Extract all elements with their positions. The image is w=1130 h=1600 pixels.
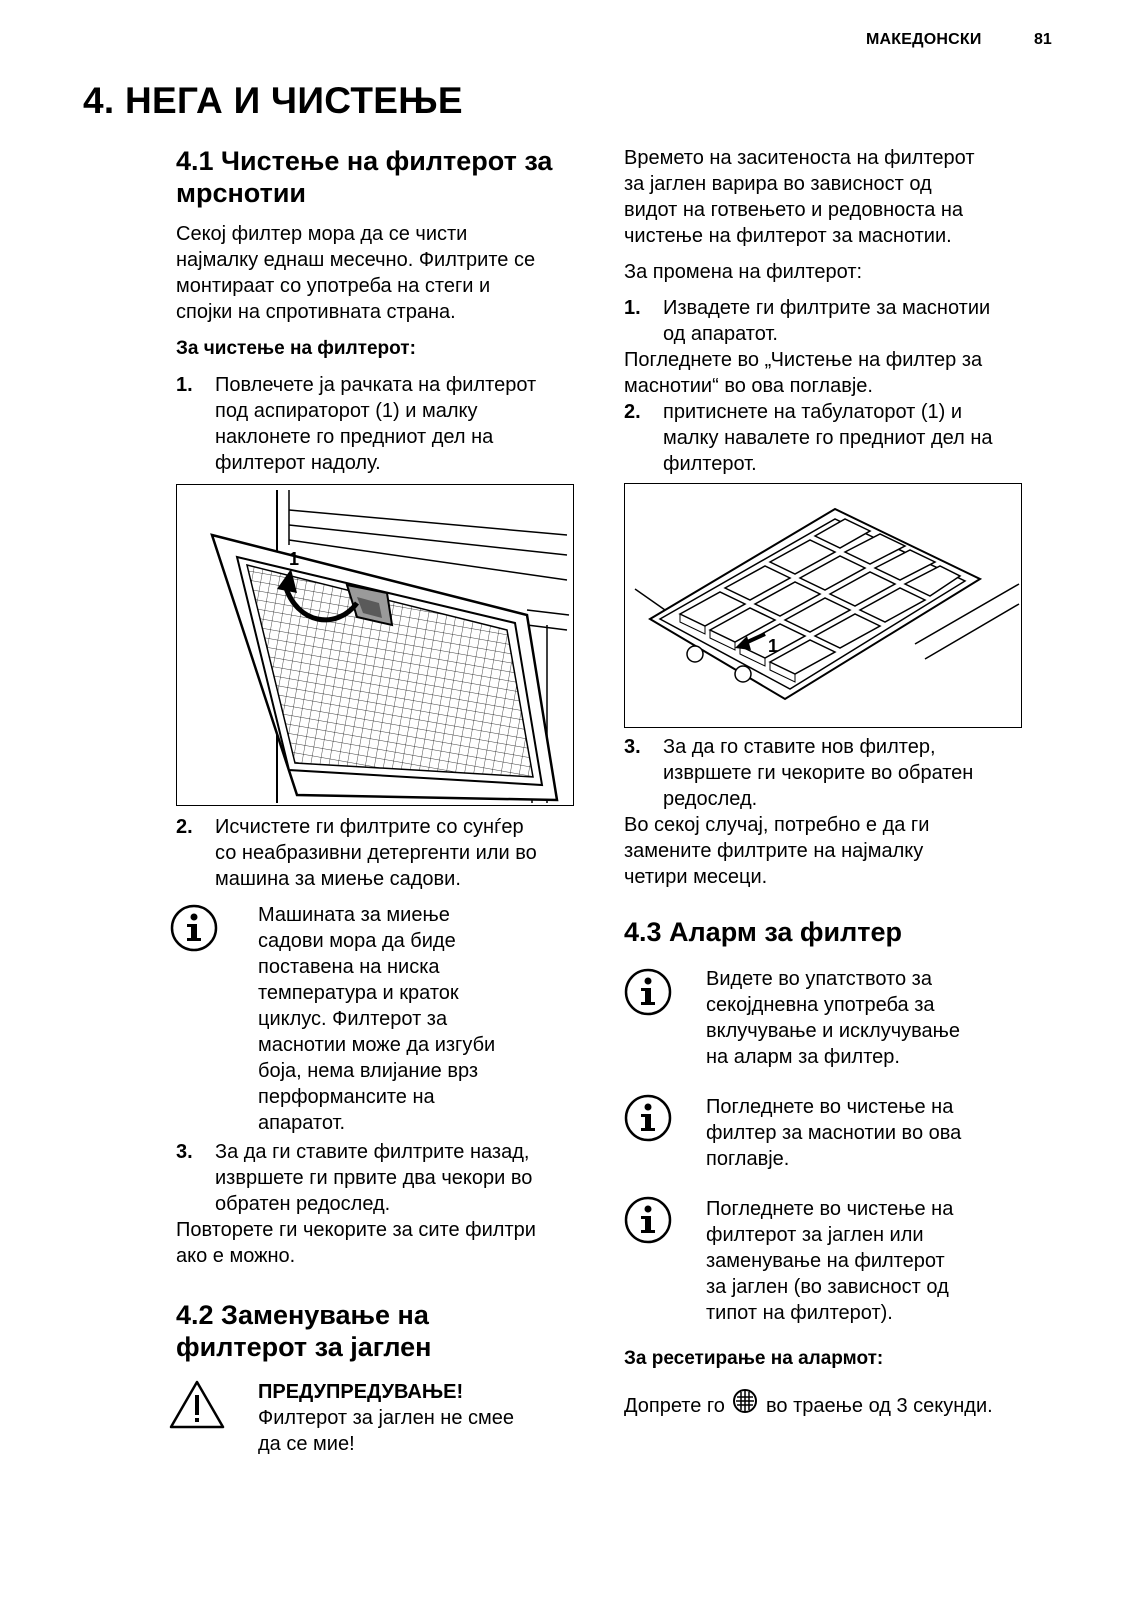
reset-alarm-instruction: Допрете го во траење од 3 секунди. [624,1388,1054,1421]
figure-2-label: 1 [768,636,779,656]
right-step-2: 2. притиснете на табулаторот (1) и малку навалете го предниот дел на филтерот. [624,401,993,475]
info-icon [624,1094,706,1172]
replace-interval-text: Во секој случај, потребно е да ги замените филтрите на најмалку четири месеци. [624,814,930,888]
dishwasher-note: Машината за миење садови мора да биде поставена на ниска температура и краток циклус. Филтерот за маснотии може да изгуби боја, нема влијание врз перформансите на апаратот. [176,902,596,1136]
right-step-3: 3. За да го ставите нов филтер, извршете ги чекорите во обратен редослед. [624,736,974,810]
grease-filter-figure [176,484,574,806]
section-4-1-title-line2: мрснотии [176,178,307,208]
alarm-note-c: Погледнете во чистење на филтерот за јаглен или заменување на филтерот за јаглен (во зависност од типот на филтерот). [624,1196,1054,1326]
charcoal-filter-illustration [625,484,1021,727]
left-step-3: 3. За да ги ставите филтрите назад, извршете ги првите два чекори во обратен редослед. [176,1141,533,1215]
grease-filter-illustration [177,485,573,805]
page-title: 4. НЕГА И ЧИСТЕЊЕ [83,80,463,121]
info-icon [176,902,258,1136]
section-4-1-title: 4.1 Чистење на филтерот за мрснотии [176,145,596,209]
charcoal-intro: Времето на заситеноста на филтерот за јаглен варира во зависност од видот на готвењето и редовноста на чистење на филтерот за маснотии. [624,147,975,247]
right-step-1: 1. Извадете ги филтрите за маснотии од апаратот. [624,297,991,345]
alarm-note-a: Видете во упатството за секојдневна употреба за вклучување и исклучување на аларм за филтер. [624,966,1054,1070]
charcoal-warning: ПРЕДУПРЕДУВАЊЕ! Филтерот за јаглен не смее да се мие! [176,1379,596,1457]
repeat-steps-text: Повторете ги чекорите за сите филтри ако е можно. [176,1219,536,1267]
left-step-1: 1. Повлечете ја рачката на филтерот под аспираторот (1) и малку наклонете го предниот дел на филтерот надолу. [176,374,537,474]
warning-icon [176,1379,258,1457]
left-step-2: 2. Исчистете ги филтрите со сунѓер со неабразивни детергенти или во машина за миење садови. [176,816,537,890]
info-icon [624,966,706,1070]
change-filter-label: За промена на филтерот: [624,261,863,283]
reset-alarm-heading: За ресетирање на алармот: [624,1348,884,1369]
see-reference-text: Погледнете во „Чистење на филтер за маснотии“ во ова поглавје. [624,349,983,397]
header-language: МАКЕДОНСКИ [866,31,982,48]
page-number: 81 [1034,31,1052,48]
filter-alarm-icon [732,1388,758,1421]
right-column [624,145,1054,1421]
warning-title: ПРЕДУПРЕДУВАЊЕ! [258,1381,464,1403]
info-icon [624,1196,706,1326]
section-4-3-title: 4.3 Аларм за филтер [624,917,903,947]
alarm-note-b: Погледнете во чистење на филтер за маснотии во ова поглавје. [624,1094,1054,1172]
figure-1-label: 1 [289,549,300,569]
charcoal-filter-figure [624,483,1022,728]
left-column [176,145,596,1457]
section-4-1-intro: Секој филтер мора да се чисти најмалку еднаш месечно. Филтрите се монтираат со употреба на стеги и спојки на спротивната страна. [176,223,536,323]
clean-filter-heading: За чистење на филтерот: [176,338,416,359]
section-4-2-title: 4.2 Заменување на филтерот за јаглен [176,1300,432,1362]
